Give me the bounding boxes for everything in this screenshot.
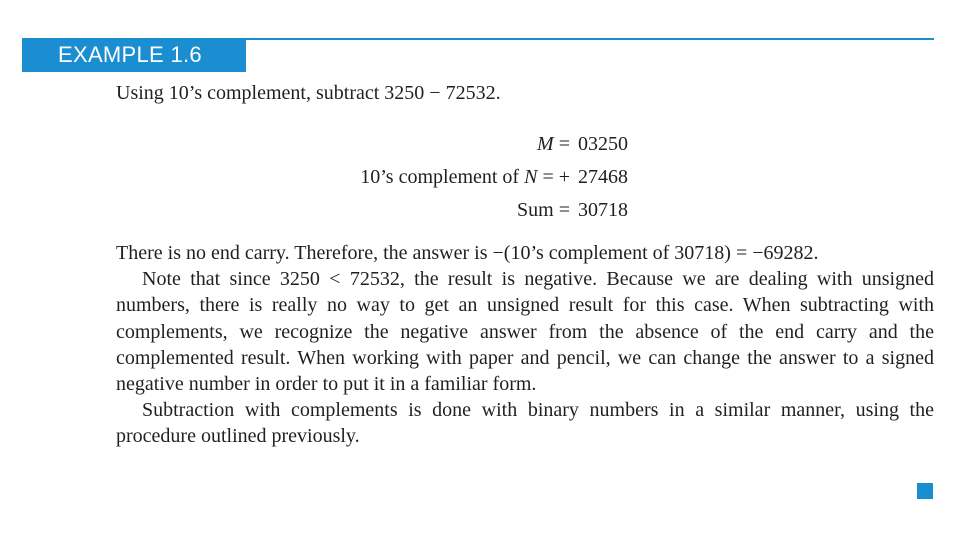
example-heading: EXAMPLE 1.6 (22, 38, 246, 72)
example-intro: Using 10’s complement, subtract 3250 − 72532. (116, 82, 501, 104)
variable-n: N (524, 166, 538, 188)
calc-label: 10’s complement of N = + (360, 166, 570, 188)
end-of-example-icon (917, 483, 933, 499)
explanation-text (116, 240, 934, 450)
calc-value: 30718 (578, 199, 628, 221)
paragraph-conclusion: There is no end carry. Therefore, the answer is −(10’s complement of 30718) = −69282. (116, 242, 819, 264)
calc-label: Sum = (517, 199, 570, 221)
calc-label: M = (537, 133, 570, 155)
calc-row-m (300, 128, 668, 161)
paragraph-binary: Subtraction with complements is done with binary numbers in a similar manner, using the procedure outlined previously. (116, 399, 934, 448)
paragraph-note: Note that since 3250 < 72532, the result is negative. Because we are dealing with unsigned numbers, there is really no way to get an unsigned result for this case. When subtracting with complements, we recognize the negative answer from the absence of the end carry and the complemented result. When working with paper and pencil, we can change the answer to a signed negative number in order to put it in a familiar form. (116, 268, 934, 396)
calculation-block (300, 128, 668, 227)
calc-value: 03250 (578, 133, 628, 155)
calc-row-sum (300, 194, 668, 227)
variable-m: M (537, 133, 554, 155)
calc-row-complement (300, 161, 668, 194)
calc-value: 27468 (578, 166, 628, 188)
